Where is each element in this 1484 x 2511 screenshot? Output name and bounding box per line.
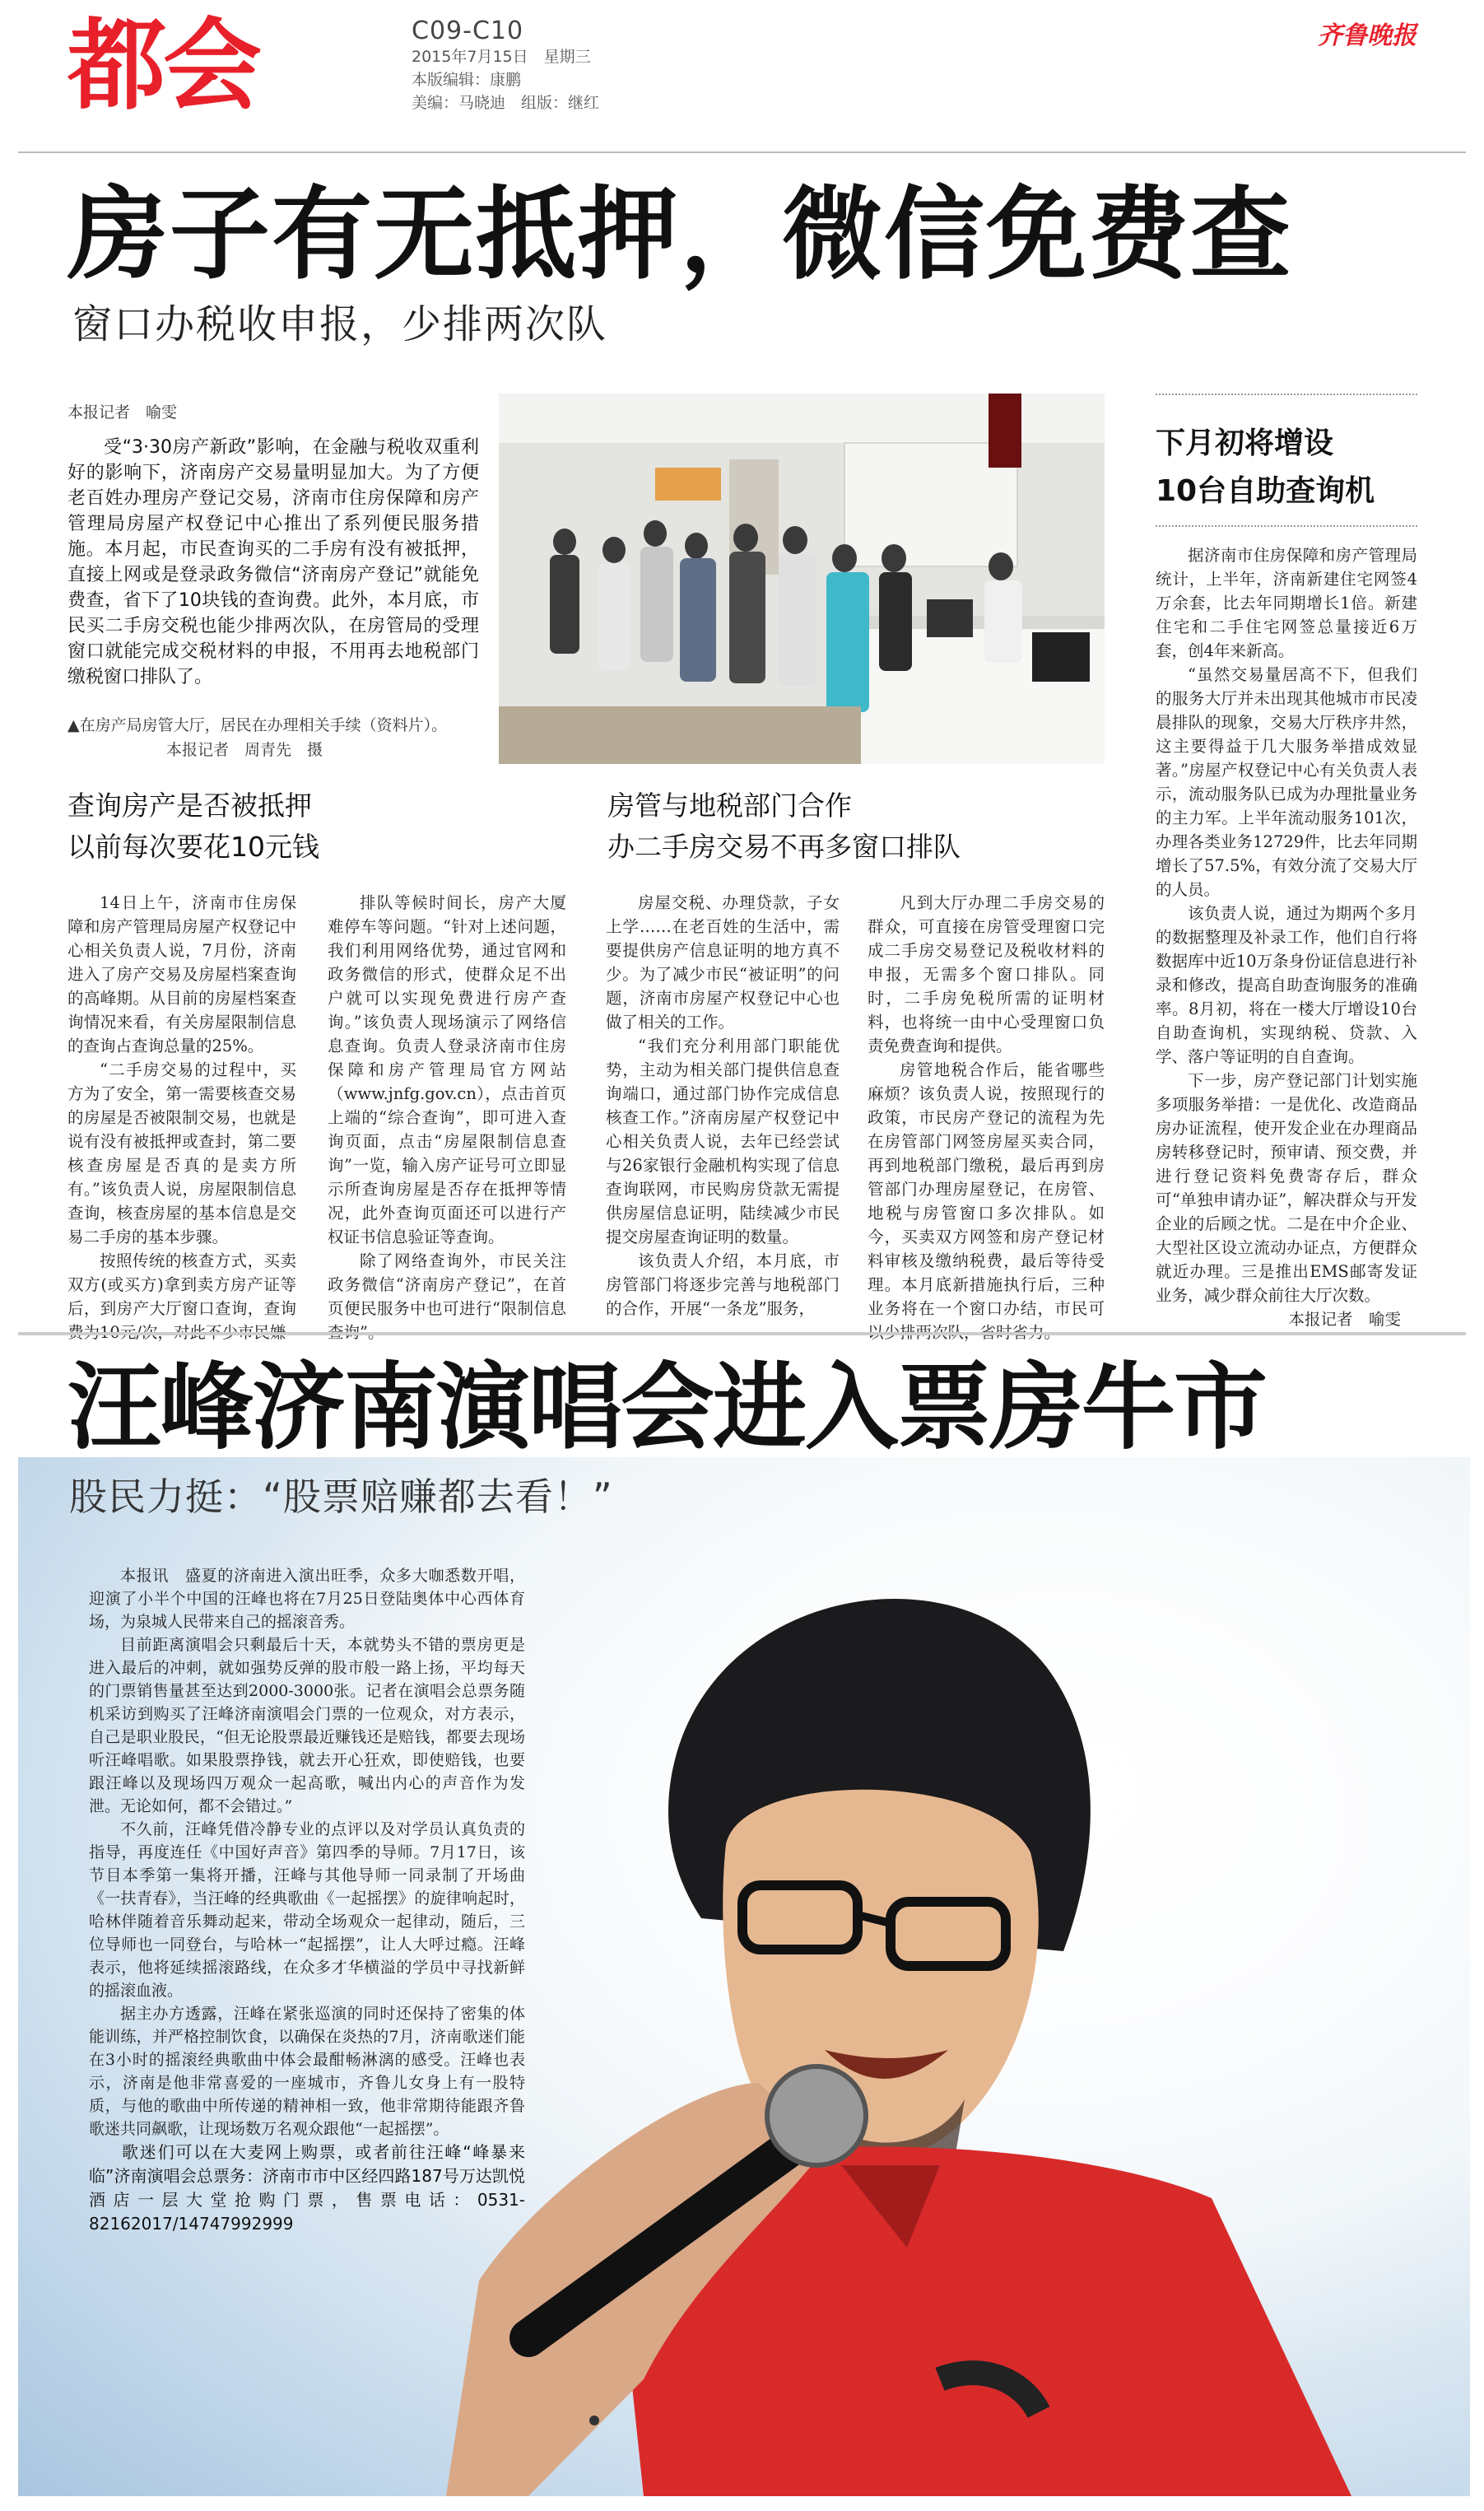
paragraph: 据主办方透露，汪峰在紧张巡演的同时还保持了密集的体能训练，并严格控制饮食，以确保在炎热的7月，济南歌迷们能在3小时的摇滚经典歌曲中体会最酣畅淋漓的感受。汪峰也表示，济南是他非常喜爱的一座城市，齐鲁儿女身上有一股特质，与他的歌曲中所传递的精神相一致，他非常期待能跟齐鲁歌迷共同飙歌，让现场数万名观众跟他“一起摇摆”。 bbox=[89, 2005, 525, 2138]
article2-subheadline: 股民力挺：“股票赔赚都去看！” bbox=[69, 1474, 613, 1519]
article1-subheadline: 窗口办税收申报，少排两次队 bbox=[72, 301, 608, 347]
paragraph: 该负责人说，通过为期两个多月的数据整理及补录工作，他们自行将数据库中近10万条身份证信息进行补录和修改，提高自助查询服务的准确率。8月初，将在一楼大厅增设10台自助查询机，实现纳税、贷款、入学、落户等证明的自自查询。 bbox=[1156, 904, 1417, 1066]
paragraph: 下一步，房产登记部门计划实施多项服务举措：一是优化、改造商品房办证流程，使开发企业在办理商品房转移登记时，预审请、预交费，并进行登记资料免费寄存后，群众可“单独申请办证”，解决群众与开发企业的后顾之忧。二是在中介企业、大型社区设立流动办证点，方便群众就近办理。三是推出EMS邮寄发证业务，减少群众前往大厅次数。 bbox=[1156, 1071, 1417, 1305]
section2-heading-line1: 房管与地税部门合作 bbox=[607, 790, 852, 822]
paragraph: 房屋交税、办理贷款，子女上学……在老百姓的生活中，需要提供房产信息证明的地方真不少。为了减少市民“被证明”的问题，济南市房屋产权登记中心也做了相关的工作。 bbox=[606, 893, 840, 1032]
paragraph: “虽然交易量居高不下，但我们的服务大厅并未出现其他城市市民凌晨排队的现象，交易大厅秩序井然，这主要得益于几大服务举措成效显著。”房屋产权登记中心有关负责人表示，流动服务队已成为办理批量业务的主力军。上半年流动服务101次，办理各类业务12729件，比去年同期增长了57.5%，有效分流了交易大厅的人员。 bbox=[1156, 665, 1417, 899]
section-divider bbox=[18, 1332, 1466, 1335]
article2-body bbox=[89, 1564, 525, 2236]
sidebar-heading bbox=[1156, 420, 1375, 515]
section-logo: 都会 bbox=[67, 9, 258, 123]
section2-heading-line2: 办二手房交易不再多窗口排队 bbox=[607, 831, 961, 863]
section2-col2 bbox=[868, 891, 1105, 1344]
section1-heading bbox=[67, 785, 319, 868]
sidebar-top-rule bbox=[1156, 394, 1417, 395]
ticket-info: 歌迷们可以在大麦网上购票，或者前往汪峰“峰暴来临”济南演唱会总票务：济南市市中区经四路187号万达凯悦酒店一层大堂抢购门票，售票电话：0531-82162017/14747992999 bbox=[89, 2142, 525, 2234]
design-line: 美编：马晓迪 组版：继红 bbox=[412, 94, 600, 112]
newspaper-logo: 齐鲁晚报 bbox=[1318, 21, 1417, 50]
paragraph: “二手房交易的过程中，买方为了安全，第一需要核查交易的房屋是否被限制交易，也就是说有没有被抵押或查封，第二要核查房屋是否真的是卖方所有。”该负责人说，房屋限制信息查询，核查房屋的基本信息是交易二手房的基本步骤。 bbox=[67, 1060, 296, 1246]
sidebar-byline: 本报记者 喻雯 bbox=[1288, 1310, 1401, 1329]
paragraph: 本报讯 盛夏的济南进入演出旺季，众多大咖悉数开唱，迎演了小半个中国的汪峰也将在7月25日登陆奥体中心西体育场，为泉城人民带来自己的摇滚音秀。 bbox=[89, 1567, 525, 1631]
paragraph: “我们充分利用部门职能优势，主动为相关部门提供信息查询端口，通过部门协作完成信息核查工作。”济南房屋产权登记中心相关负责人说，去年已经尝试与26家银行金融机构实现了信息查询联网，市民购房贷款无需提供房屋信息证明，陆续减少市民提交房屋查询证明的数量。 bbox=[606, 1037, 840, 1246]
section1-heading-line2: 以前每次要花10元钱 bbox=[67, 831, 319, 863]
section1-col2 bbox=[328, 891, 566, 1344]
article2-headline: 汪峰济南演唱会进入票房牛市 bbox=[67, 1353, 1267, 1462]
paragraph: 按照传统的核查方式，买卖双方(或买方)拿到卖方房产证等后，到房产大厅窗口查询，查询 bbox=[67, 1251, 296, 1318]
sidebar-body bbox=[1156, 543, 1417, 1331]
paragraph: 凡到大厅办理二手房交易的群众，可直接在房管受理窗口完成二手房交易登记及税收材料的申报，无需多个窗口排队。同时，二手房免税所需的证明材料，也将统一由中心受理窗口负责免费查询和提供。 bbox=[868, 893, 1105, 1055]
paragraph: 该负责人介绍，本月底，市房管部门将逐步完善与地税部门的合作，开展“一条龙”服务， bbox=[606, 1251, 840, 1318]
photo-credit: 本报记者 周青先 摄 bbox=[166, 741, 323, 759]
article1-byline: 本报记者 喻雯 bbox=[67, 403, 178, 422]
sidebar-mid-rule bbox=[1156, 525, 1417, 527]
housing-hall-illustration bbox=[499, 394, 1105, 764]
sidebar-heading-line1: 下月初将增设 bbox=[1156, 426, 1334, 460]
section1-heading-line1: 查询房产是否被抵押 bbox=[67, 790, 312, 822]
paragraph: 房管地税合作后，能省哪些麻烦？该负责人说，按照现行的政策，市民房产登记的流程为先在房管部门网签房屋买卖合同，再到地税部门缴税，最后再到房管部门办理房屋登记，在房管、地税与房管窗口多次排队。如今，买卖双方网签和房产登记材料审核及缴纳税费，最后等待受理。本月底新措施执行后，三种业务将在一个窗口办结，市民可 bbox=[868, 1060, 1105, 1318]
sidebar-heading-line2: 10台自助查询机 bbox=[1156, 474, 1375, 508]
header-divider bbox=[18, 151, 1466, 153]
paragraph: 14日上午，济南市住房保障和房产管理局房屋产权登记中心相关负责人说，7月份，济南进入了房产交易及房屋档案查询的高峰期。从目前的房屋档案查询情况来看，有关房屋限制信息的查询占查询总量的25%。 bbox=[67, 893, 296, 1055]
article1-headline: 房子有无抵押，微信免费查 bbox=[67, 176, 1292, 293]
article1-lead: 受“3·30房产新政”影响，在金融与税收双重利好的影响下，济南房产交易量明显加大。为了方便老百姓办理房产登记交易，济南市住房保障和房产管理局房屋产权登记中心推出了系列便民服务措施。本月起，市民查询买的二手房有没有被抵押，直接上网或是登录政务微信“济南房产登记”就能免费查，省下了10块钱的查询费。此外，本月底，市民买二手房交税也能少排两次队，在房管局的受理窗口就能完成交税材料的申报，不用再去地税部门缴税窗口排队了。 bbox=[67, 437, 479, 687]
photo-caption-text: ▲在房产局房管大厅，居民在办理相关手续（资料片）。 bbox=[67, 716, 448, 734]
page-code: C09-C10 bbox=[412, 16, 524, 45]
editor-line: 本版编辑：康鹏 bbox=[412, 71, 522, 89]
paragraph: 除了网络查询外，市民关注政务微信“济南房产登记”，在首页便民服务中也可进行“限制信息 bbox=[328, 1251, 566, 1318]
section1-col1 bbox=[67, 891, 296, 1344]
paragraph: 目前距离演唱会只剩最后十天，本就势头不错的票房更是进入最后的冲刺，就如强势反弹的股市般一路上扬，平均每天的门票销售量甚至达到2000-3000张。记者在演唱会总票务随机采访到购买了汪峰济南演唱会门票的一位观众，对方表示，自己是职业股民，“但无论股票最近赚钱还是赔钱，都要去现场听汪峰唱歌。如果股票挣钱，就去开心狂欢，即使赔钱，也要跟汪峰以及现场四万观众一起高歌，喊出内心的声音作为发泄。无论如何，都不会错过。” bbox=[89, 1636, 525, 1815]
photo-caption bbox=[67, 713, 479, 762]
paragraph: 排队等候时间长，房产大厦难停车等问题。“针对上述问题，我们利用网络优势，通过官网和政务微信的形式，使群众足不出户就可以实现免费进行房产查询。”该负责人现场演示了网络信息查询。负责人登录济南市住房保障和房产管理局官方网站（www.jnfg.gov.cn），点击首页上端的“综合查询”，即可进入查询页面，点击“房屋限制信息查询”一览，输入房产证号可立即显示所查询房屋是否存在抵押等情况，此外查询页面还可以进行产权证书信息验证等查询。 bbox=[328, 893, 566, 1246]
paragraph: 不久前，汪峰凭借冷静专业的点评以及对学员认真负责的指导，再度连任《中国好声音》第四季的导师。7月17日，该节目本季第一集将开播，汪峰与其他导师一同录制了开场曲《一扶青春》，当汪峰的经典歌曲《一起摇摆》的旋律响起时，哈林伴随着音乐舞动起来，带动全场观众一起律动，随后，三位导师也一同登台，与哈林一“起摇摆”，让人大呼过瘾。汪峰表示，他将延续摇滚路线，在众多才华横溢的学员中寻找新鲜的摇滚血液。 bbox=[89, 1820, 525, 2000]
section2-heading bbox=[607, 785, 961, 868]
housing-hall-photo bbox=[499, 394, 1105, 764]
date-line: 2015年7月15日 星期三 bbox=[412, 48, 591, 66]
page-meta bbox=[412, 16, 599, 114]
paragraph: 据济南市住房保障和房产管理局统计，上半年，济南新建住宅网签4万余套，比去年同期增长1倍。新建住宅和二手住宅网签总量接近6万套，创4年来新高。 bbox=[1156, 546, 1417, 660]
section2-col1 bbox=[606, 891, 840, 1321]
